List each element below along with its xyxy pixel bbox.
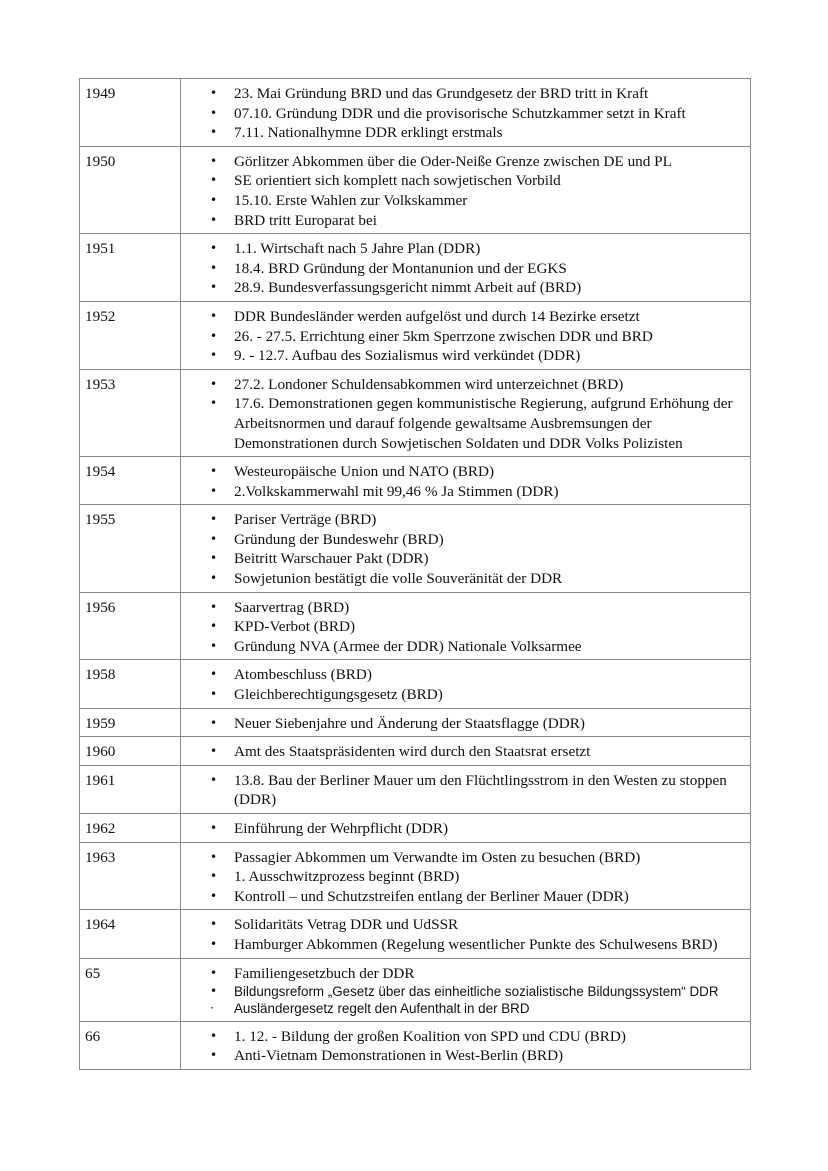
list-item: · Ausländergesetz regelt den Aufenthalt in der BRD	[181, 1000, 744, 1017]
events-cell	[181, 708, 751, 737]
list-item: • 1.1. Wirtschaft nach 5 Jahre Plan (DDR)	[181, 239, 744, 259]
year-cell: 1952	[80, 301, 181, 369]
list-item: • Gründung der Bundeswehr (BRD)	[181, 530, 744, 550]
year-cell: 1963	[80, 842, 181, 910]
list-item: • 18.4. BRD Gründung der Montanunion und der EGKS	[181, 259, 744, 279]
year-cell: 1960	[80, 737, 181, 766]
events-cell	[181, 765, 751, 813]
events-cell	[181, 737, 751, 766]
list-item: • Gründung NVA (Armee der DDR) Nationale Volksarmee	[181, 637, 744, 657]
year-cell: 1953	[80, 369, 181, 456]
events-cell	[181, 660, 751, 708]
list-item: • 23. Mai Gründung BRD und das Grundgesetz der BRD tritt in Kraft	[181, 84, 744, 104]
year-cell: 1962	[80, 814, 181, 843]
list-item: • Familiengesetzbuch der DDR	[181, 964, 744, 984]
list-item: • KPD-Verbot (BRD)	[181, 617, 744, 637]
year-cell: 1961	[80, 765, 181, 813]
list-item: • Hamburger Abkommen (Regelung wesentlicher Punkte des Schulwesens BRD)	[181, 935, 744, 955]
table-row	[80, 842, 751, 910]
list-item: • Solidaritäts Vetrag DDR und UdSSR	[181, 915, 744, 935]
list-item: • 13.8. Bau der Berliner Mauer um den Flüchtlingsstrom in den Westen zu stoppen (DDR)	[181, 771, 744, 810]
table-row	[80, 592, 751, 660]
events-cell	[181, 369, 751, 456]
table-row	[80, 708, 751, 737]
list-item: • 26. - 27.5. Errichtung einer 5km Sperrzone zwischen DDR und BRD	[181, 327, 744, 347]
list-item: • 28.9. Bundesverfassungsgericht nimmt Arbeit auf (BRD)	[181, 278, 744, 298]
year-cell: 1958	[80, 660, 181, 708]
events-cell	[181, 457, 751, 505]
list-item: • Saarvertrag (BRD)	[181, 598, 744, 618]
year-cell: 1964	[80, 910, 181, 958]
list-item: • Anti-Vietnam Demonstrationen in West-Berlin (BRD)	[181, 1046, 744, 1066]
year-cell: 1951	[80, 234, 181, 302]
table-row	[80, 765, 751, 813]
list-item: • Amt des Staatspräsidenten wird durch den Staatsrat ersetzt	[181, 742, 744, 762]
events-cell	[181, 234, 751, 302]
list-item: • 15.10. Erste Wahlen zur Volkskammer	[181, 191, 744, 211]
table-row	[80, 369, 751, 456]
list-item: • Atombeschluss (BRD)	[181, 665, 744, 685]
list-item: • 27.2. Londoner Schuldensabkommen wird unterzeichnet (BRD)	[181, 375, 744, 395]
events-cell	[181, 592, 751, 660]
list-item: • Kontroll – und Schutzstreifen entlang der Berliner Mauer (DDR)	[181, 887, 744, 907]
list-item: • Sowjetunion bestätigt die volle Souveränität der DDR	[181, 569, 744, 589]
list-item: • 9. - 12.7. Aufbau des Sozialismus wird verkündet (DDR)	[181, 346, 744, 366]
events-cell	[181, 814, 751, 843]
list-item: • Gleichberechtigungsgesetz (BRD)	[181, 685, 744, 705]
year-cell: 1949	[80, 79, 181, 147]
events-cell	[181, 842, 751, 910]
table-row	[80, 301, 751, 369]
year-cell: 65	[80, 958, 181, 1021]
events-cell	[181, 910, 751, 958]
year-cell: 1950	[80, 146, 181, 233]
table-row	[80, 1021, 751, 1069]
table-row	[80, 737, 751, 766]
timeline-table	[79, 78, 751, 1070]
events-cell	[181, 505, 751, 592]
list-item: • Bildungsreform „Gesetz über das einheitliche sozialistische Bildungssystem“ DDR	[181, 983, 744, 1000]
list-item: • BRD tritt Europarat bei	[181, 211, 744, 231]
table-row	[80, 457, 751, 505]
year-cell: 1955	[80, 505, 181, 592]
year-cell: 1959	[80, 708, 181, 737]
list-item: • 1. Ausschwitzprozess beginnt (BRD)	[181, 867, 744, 887]
events-cell	[181, 1021, 751, 1069]
list-item: • Neuer Siebenjahre und Änderung der Staatsflagge (DDR)	[181, 714, 744, 734]
list-item: • 17.6. Demonstrationen gegen kommunistische Regierung, aufgrund Erhöhung der Arbeitsnormen und darauf folgende gewaltsame Ausbremsungen der Demonstrationen durch Sowjetischen Soldaten und DDR Volks Polizisten	[181, 394, 744, 453]
table-row	[80, 958, 751, 1021]
year-cell: 66	[80, 1021, 181, 1069]
list-item: • Pariser Verträge (BRD)	[181, 510, 744, 530]
table-row	[80, 814, 751, 843]
list-item: • 07.10. Gründung DDR und die provisorische Schutzkammer setzt in Kraft	[181, 104, 744, 124]
list-item: • 7.11. Nationalhymne DDR erklingt erstmals	[181, 123, 744, 143]
table-row	[80, 234, 751, 302]
table-row	[80, 505, 751, 592]
list-item: • Görlitzer Abkommen über die Oder-Neiße Grenze zwischen DE und PL	[181, 152, 744, 172]
events-cell	[181, 146, 751, 233]
list-item: • Einführung der Wehrpflicht (DDR)	[181, 819, 744, 839]
list-item: • Westeuropäische Union und NATO (BRD)	[181, 462, 744, 482]
table-row	[80, 910, 751, 958]
year-cell: 1954	[80, 457, 181, 505]
list-item: • 1. 12. - Bildung der großen Koalition von SPD und CDU (BRD)	[181, 1027, 744, 1047]
list-item: • Passagier Abkommen um Verwandte im Osten zu besuchen (BRD)	[181, 848, 744, 868]
events-cell	[181, 301, 751, 369]
table-row	[80, 79, 751, 147]
table-row	[80, 146, 751, 233]
table-row	[80, 660, 751, 708]
list-item: • 2.Volkskammerwahl mit 99,46 % Ja Stimmen (DDR)	[181, 482, 744, 502]
year-cell: 1956	[80, 592, 181, 660]
list-item: • SE orientiert sich komplett nach sowjetischen Vorbild	[181, 171, 744, 191]
events-cell	[181, 958, 751, 1021]
list-item: • Beitritt Warschauer Pakt (DDR)	[181, 549, 744, 569]
list-item: • DDR Bundesländer werden aufgelöst und durch 14 Bezirke ersetzt	[181, 307, 744, 327]
events-cell	[181, 79, 751, 147]
